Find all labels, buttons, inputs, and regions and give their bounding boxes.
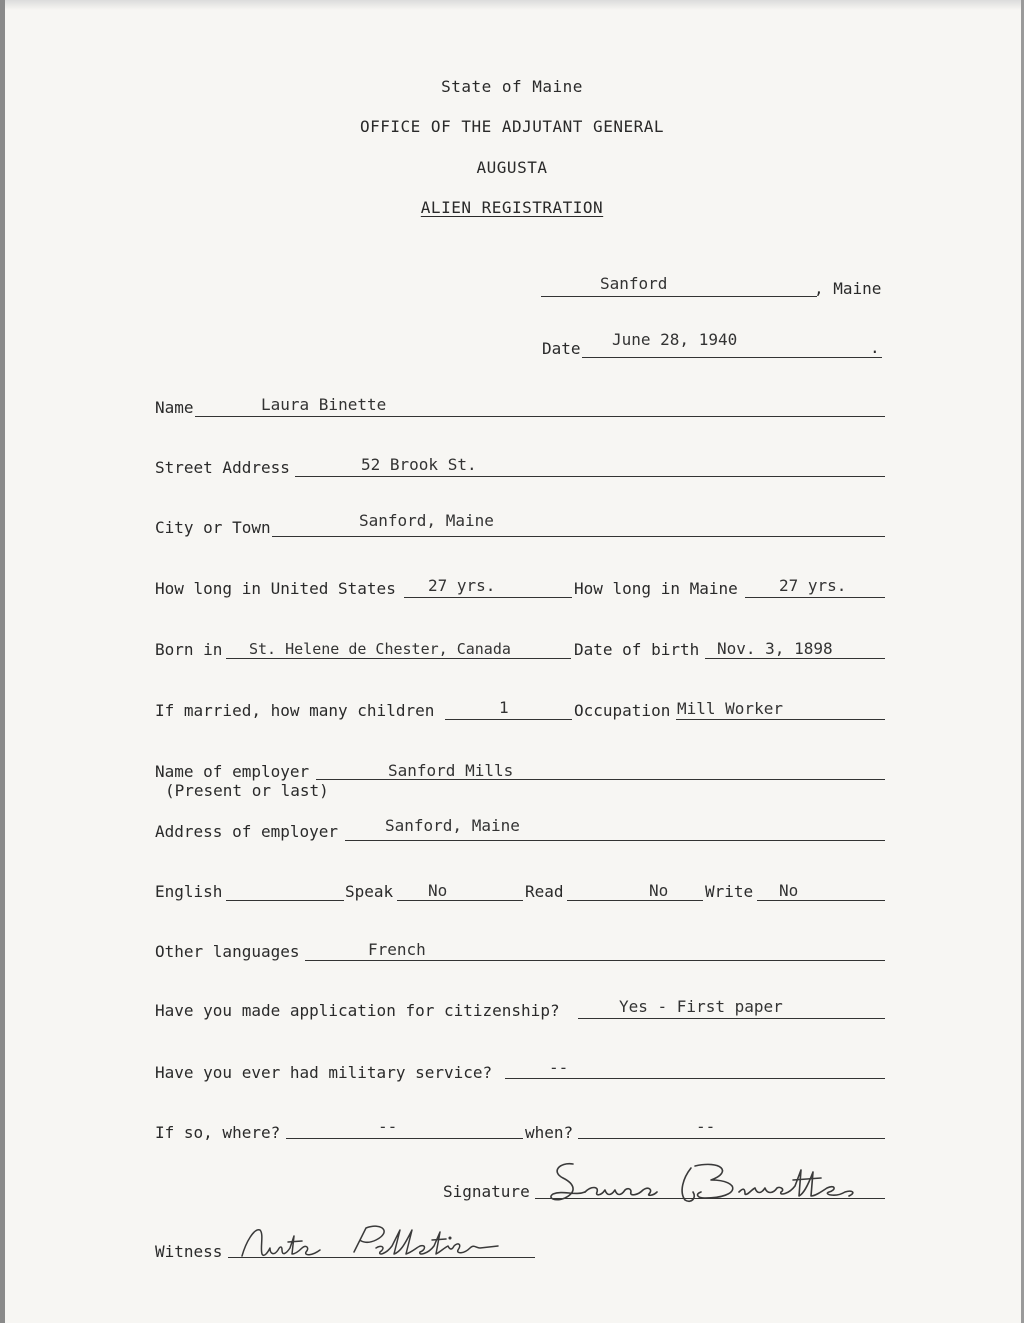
location-line — [541, 296, 817, 297]
date-line — [582, 357, 882, 358]
military-line — [505, 1078, 885, 1079]
employer-address-line — [345, 840, 885, 841]
children-line — [445, 719, 572, 720]
speak-label: Speak — [345, 882, 394, 901]
date-label: Date — [542, 339, 581, 358]
other-languages-value: French — [368, 940, 426, 959]
how-long-maine-label: How long in Maine — [574, 579, 738, 598]
where-value: -- — [378, 1117, 398, 1136]
occupation-value: Mill Worker — [677, 699, 783, 718]
english-line — [226, 900, 344, 901]
write-label: Write — [705, 882, 754, 901]
occupation-line — [676, 719, 885, 720]
speak-value: No — [428, 881, 448, 900]
employer-value: Sanford Mills — [388, 761, 514, 780]
name-label: Name — [155, 398, 194, 417]
city-label: City or Town — [155, 518, 271, 537]
occupation-label: Occupation — [574, 701, 671, 720]
date-of-birth-label: Date of birth — [574, 640, 700, 659]
how-long-us-label: How long in United States — [155, 579, 396, 598]
english-label: English — [155, 882, 223, 901]
read-value: No — [649, 881, 669, 900]
how-long-us-value: 27 yrs. — [428, 576, 496, 595]
city-line — [272, 536, 885, 537]
when-value: -- — [696, 1117, 716, 1136]
date-value: June 28, 1940 — [612, 330, 738, 349]
how-long-maine-line — [745, 597, 885, 598]
citizenship-value: Yes - First paper — [619, 997, 783, 1016]
employer-label: Name of employer — [155, 762, 310, 781]
when-line — [578, 1138, 885, 1139]
citizenship-label: Have you made application for citizenship? — [155, 1001, 560, 1020]
street-address-value: 52 Brook St. — [361, 455, 477, 474]
date-trailing-mark: . — [870, 338, 880, 357]
form-title: ALIEN REGISTRATION — [420, 198, 604, 217]
date-of-birth-line — [705, 658, 885, 659]
street-address-label: Street Address — [155, 458, 290, 477]
location-state: , Maine — [814, 279, 882, 298]
witness-handwriting — [236, 1222, 506, 1264]
header-city: AUGUSTA — [476, 158, 548, 177]
military-value: -- — [549, 1058, 569, 1077]
read-label: Read — [525, 882, 564, 901]
citizenship-line — [578, 1018, 885, 1019]
where-label: If so, where? — [155, 1123, 281, 1142]
how-long-maine-value: 27 yrs. — [779, 576, 847, 595]
born-in-value: St. Helene de Chester, Canada — [249, 640, 511, 658]
children-value: 1 — [499, 698, 509, 717]
street-address-line — [295, 476, 885, 477]
read-line — [567, 900, 703, 901]
other-languages-label: Other languages — [155, 942, 300, 961]
born-in-label: Born in — [155, 640, 223, 659]
employer-address-label: Address of employer — [155, 822, 339, 841]
signature-handwriting — [545, 1158, 865, 1208]
how-long-us-line — [404, 597, 572, 598]
other-languages-line — [305, 960, 885, 961]
employer-address-value: Sanford, Maine — [385, 816, 520, 835]
witness-label: Witness — [155, 1242, 223, 1261]
where-line — [286, 1138, 523, 1139]
born-in-line — [226, 658, 571, 659]
employer-sublabel: (Present or last) — [165, 781, 329, 800]
date-of-birth-value: Nov. 3, 1898 — [717, 639, 833, 658]
children-label: If married, how many children — [155, 701, 435, 720]
header-office: OFFICE OF THE ADJUTANT GENERAL — [360, 117, 664, 136]
speak-line — [397, 900, 523, 901]
scan-edge-top — [0, 0, 1024, 10]
write-value: No — [779, 881, 799, 900]
location-town-value: Sanford — [600, 274, 668, 293]
employer-line — [316, 779, 885, 780]
write-line — [757, 900, 885, 901]
when-label: when? — [525, 1123, 574, 1142]
city-value: Sanford, Maine — [359, 511, 494, 530]
header-state: State of Maine — [441, 77, 583, 96]
name-line — [195, 416, 885, 417]
signature-label: Signature — [443, 1182, 530, 1201]
name-value: Laura Binette — [261, 395, 387, 414]
military-label: Have you ever had military service? — [155, 1063, 493, 1082]
